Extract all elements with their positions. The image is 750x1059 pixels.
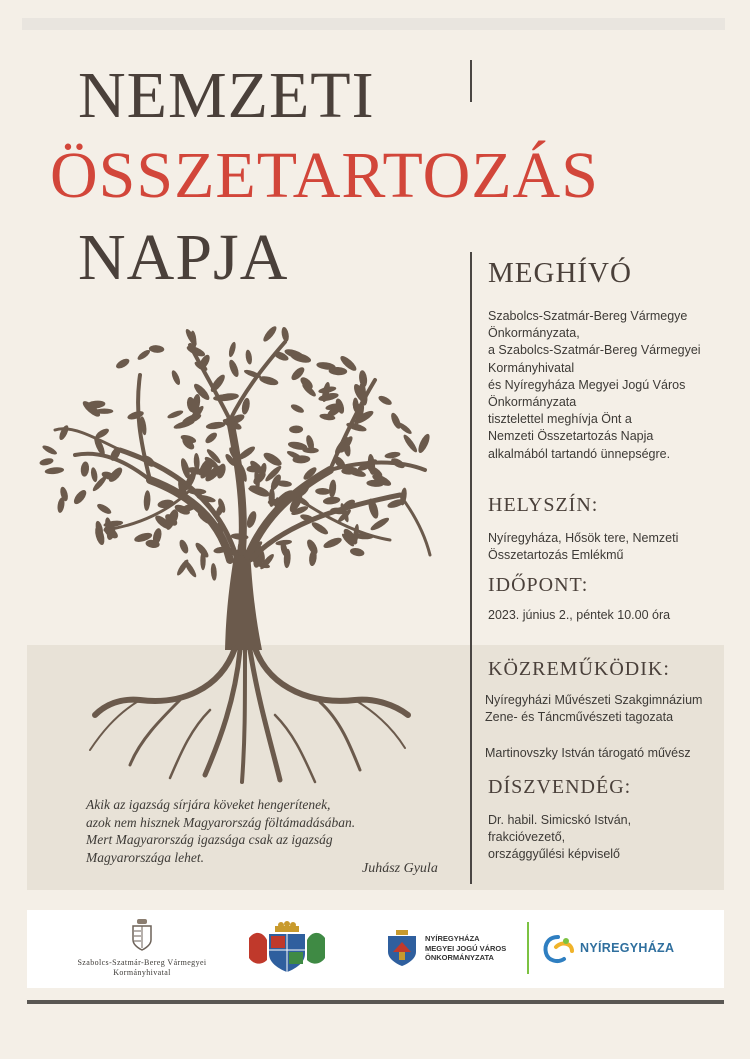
guest-line: frakcióvezető, xyxy=(488,830,566,845)
tree-leaf xyxy=(80,461,90,477)
contributor-line: Zene- és Táncművészeti tagozata xyxy=(485,710,674,725)
quote-line: Magyarországa lehet. xyxy=(86,849,204,865)
quote-author: Juhász Gyula xyxy=(362,861,438,876)
invitation-line: tisztelettel meghívja Önt a xyxy=(488,412,632,427)
tree-leaf xyxy=(377,394,393,407)
divider-top xyxy=(470,60,472,102)
guest-heading: DÍSZVENDÉG: xyxy=(488,776,632,798)
hungarian-coat-of-arms-icon xyxy=(130,918,154,952)
tree-leaf xyxy=(328,479,337,498)
tree-leaf xyxy=(322,536,343,550)
tree-leaf xyxy=(90,467,99,483)
city-line: MEGYEI JOGÚ VÁROS xyxy=(425,943,507,953)
tree-leaf xyxy=(261,324,278,343)
tree-leaf xyxy=(72,488,89,506)
location-text xyxy=(488,530,678,564)
tree-leaf xyxy=(315,488,330,495)
tree-leaf xyxy=(166,409,184,420)
invitation-line: Szabolcs-Szatmár-Bereg Vármegye xyxy=(488,309,688,323)
tree-leaf xyxy=(149,345,165,354)
logo-divider xyxy=(527,922,529,974)
title-line-1: NEMZETI xyxy=(78,59,375,132)
tree-leaf xyxy=(58,424,71,441)
invitation-heading: MEGHÍVÓ xyxy=(488,257,632,289)
title-line-3: NAPJA xyxy=(78,221,289,294)
tree-leaf xyxy=(384,451,401,459)
quote-line: Mert Magyarország igazsága csak az igazság xyxy=(86,832,333,847)
invitation-line: Kormányhivatal xyxy=(488,360,575,375)
title-line-2: ÖSSZETARTOZÁS xyxy=(50,139,599,212)
county-coat-of-arms-icon xyxy=(245,920,329,976)
bottom-decorative-bar xyxy=(27,1000,724,1004)
location-line: Összetartozás Emlékmű xyxy=(488,548,624,563)
tree-leaf xyxy=(290,403,305,415)
time-line: 2023. június 2., péntek 10.00 óra xyxy=(488,608,671,622)
tree-leaf xyxy=(205,421,226,430)
guest-line: országgyűlési képviselő xyxy=(488,847,621,862)
top-decorative-bar xyxy=(22,18,725,30)
kormanyhivatal-logo xyxy=(52,918,232,980)
tree-leaf xyxy=(227,359,240,379)
contributors-heading: KÖZREMŰKÖDIK: xyxy=(488,658,670,680)
brand-name: NYÍREGYHÁZA xyxy=(580,941,675,955)
tree-leaf xyxy=(136,348,151,361)
tree-leaf xyxy=(310,520,330,536)
brand-swirl-icon xyxy=(542,933,576,965)
nyiregyhaza-brand-logo xyxy=(542,930,692,970)
tree-leaf xyxy=(204,431,219,445)
tree-leaf xyxy=(39,457,54,467)
tree-leaf xyxy=(245,510,258,529)
time-heading: IDŐPONT: xyxy=(488,574,589,596)
invitation-line: Önkormányzata, xyxy=(488,326,580,341)
quote-line: azok nem hisznek Magyarország föltámadásában. xyxy=(86,814,356,830)
tree-of-life-illustration xyxy=(30,320,450,790)
tree-leaf xyxy=(416,432,432,454)
kormanyhivatal-line: Szabolcs-Szatmár-Bereg Vármegyei xyxy=(77,958,207,967)
city-coat-of-arms-icon xyxy=(385,930,419,968)
contributor-extra-line: Martinovszky István tárogató művész xyxy=(485,746,691,760)
tree-leaf xyxy=(114,357,130,371)
invitation-line: és Nyíregyháza Megyei Jogú Város xyxy=(488,377,686,392)
sponsor-logos-bar xyxy=(27,910,724,988)
tree-leaf xyxy=(44,466,64,475)
tree-leaf xyxy=(369,516,391,533)
tree-leaf xyxy=(280,326,290,342)
tree-leaf xyxy=(41,444,58,457)
contributor-extra xyxy=(485,745,691,762)
tree-leaf xyxy=(210,563,217,581)
guest-line: Dr. habil. Simicskó István, xyxy=(488,813,632,827)
invitation-line: Önkormányzata xyxy=(488,395,577,410)
city-government-name xyxy=(425,934,506,963)
tree-leaf xyxy=(358,370,368,388)
tree-leaf xyxy=(178,538,190,554)
tree-leaf xyxy=(170,369,182,386)
city-government-logo xyxy=(385,928,525,972)
location-heading: HELYSZÍN: xyxy=(488,494,599,516)
tree-leaf xyxy=(143,490,151,511)
invitation-line: a Szabolcs-Szatmár-Bereg Vármegyei xyxy=(488,343,701,358)
city-line: ÖNKORMÁNYZATA xyxy=(425,953,494,962)
tree-leaf xyxy=(289,425,303,433)
kormanyhivatal-line: Kormányhivatal xyxy=(113,968,171,977)
tree-leaf xyxy=(402,433,419,454)
invitation-line: alkalmából tartandó ünnepségre. xyxy=(488,446,671,461)
tree-leaf xyxy=(349,547,365,558)
guest-text xyxy=(488,812,631,864)
tree-leaf xyxy=(302,447,318,453)
invitation-line: Nemzeti Összetartozás Napja xyxy=(488,429,654,444)
poem-quote xyxy=(86,796,446,866)
tree-leaf xyxy=(258,374,279,386)
kormanyhivatal-name xyxy=(52,958,232,978)
city-line: NYÍREGYHÁZA xyxy=(425,934,480,943)
time-text xyxy=(488,607,670,624)
tree-leaf xyxy=(245,349,253,365)
divider-vertical xyxy=(470,252,472,884)
location-line: Nyíregyháza, Hősök tere, Nemzeti xyxy=(488,531,679,545)
tree-leaf xyxy=(96,502,113,516)
contributor-line: Nyíregyházi Művészeti Szakgimnázium xyxy=(485,693,703,707)
quote-line: Akik az igazság sírjára köveket hengerítenek, xyxy=(86,797,331,812)
tree-leaf xyxy=(228,341,237,358)
contributors-text xyxy=(485,692,702,726)
invitation-text xyxy=(488,308,701,463)
